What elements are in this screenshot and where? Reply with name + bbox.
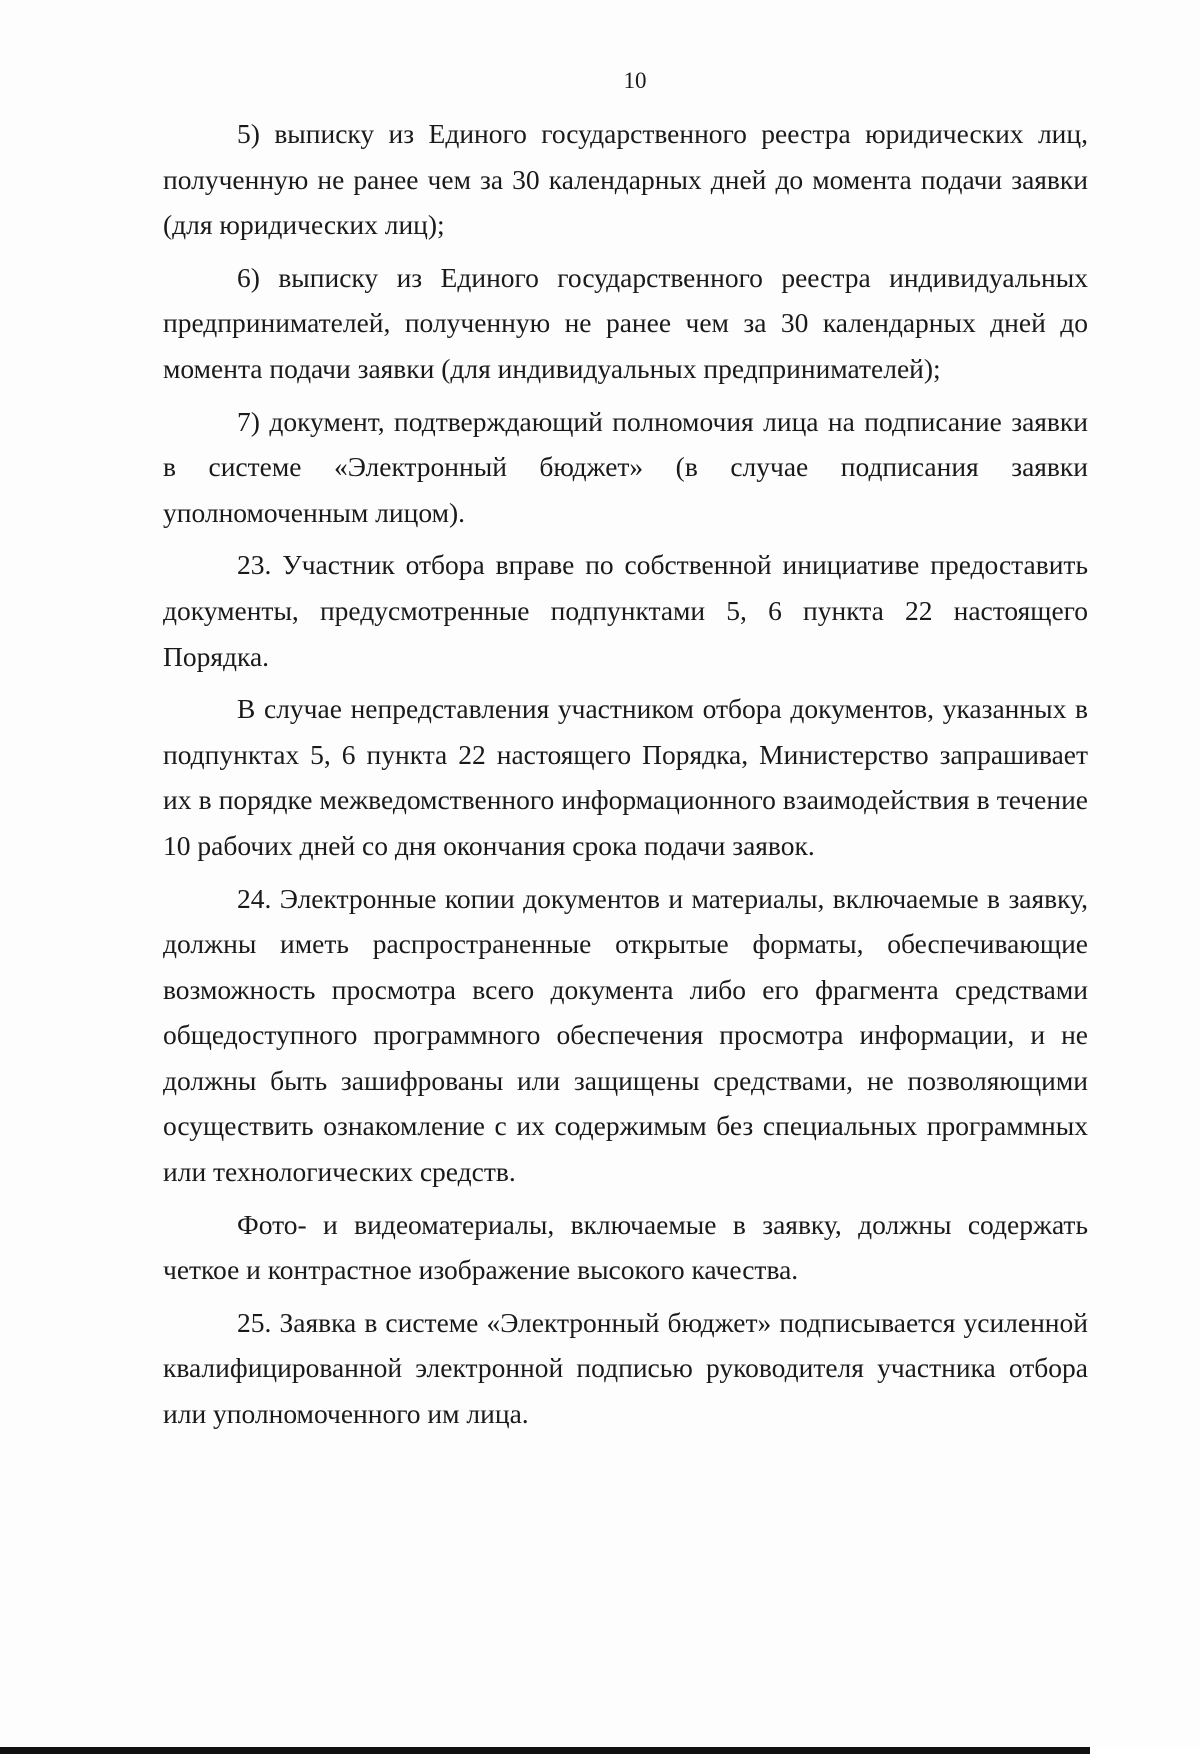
paragraph-subitem-5: 5) выписку из Единого государственного реестра юридических лиц, полученную не ранее чем за 30 календарных дней до момента подачи заявки (для юридических лиц); bbox=[163, 118, 1088, 241]
paragraph-clause-25: 25. Заявка в системе «Электронный бюджет» подписывается усиленной квалифицированной электронной подписью руководителя участника отбора или уполномоченного им лица. bbox=[163, 1306, 1088, 1430]
paragraph-subitem-7: 7) документ, подтверждающий полномочия лица на подписание заявки в системе «Электронный бюджет» (в случае подписания заявки уполномоченным лицом). bbox=[163, 405, 1088, 528]
page-number: 10 bbox=[623, 68, 647, 93]
paragraph-subitem-6: 6) выписку из Единого государственного реестра индивидуальных предпринимателей, полученную не ранее чем за 30 календарных дней до момента подачи заявки (для индивидуальных предпринимателей); bbox=[163, 261, 1088, 384]
document-body bbox=[163, 111, 1088, 1437]
scan-edge-gap bbox=[1090, 1747, 1200, 1754]
scan-edge-line bbox=[0, 1747, 1200, 1754]
paragraph-clause-23-continued: В случае непредставления участником отбора документов, указанных в подпунктах 5, 6 пункта 22 настоящего Порядка, Министерство запрашивает их в порядке межведомственного информационного взаимодействия в течение 10 рабочих дней со дня окончания срока подачи заявок. bbox=[163, 693, 1088, 861]
paragraph-clause-24-media: Фото- и видеоматериалы, включаемые в заявку, должны содержать четкое и контрастное изображение высокого качества. bbox=[163, 1208, 1088, 1286]
paragraph-clause-23: 23. Участник отбора вправе по собственной инициативе предоставить документы, предусмотренные подпунктами 5, 6 пункта 22 настоящего Порядка. bbox=[163, 549, 1088, 672]
paragraph-clause-24: 24. Электронные копии документов и материалы, включаемые в заявку, должны иметь распространенные открытые форматы, обеспечивающие возможность просмотра всего документа либо его фрагмента средствами общедоступного программного обеспечения просмотра информации, и не должны быть зашифрованы или защищены средствами, не позволяющими осуществить ознакомление с их содержимым без специальных программных или технологических средств. bbox=[163, 882, 1088, 1188]
